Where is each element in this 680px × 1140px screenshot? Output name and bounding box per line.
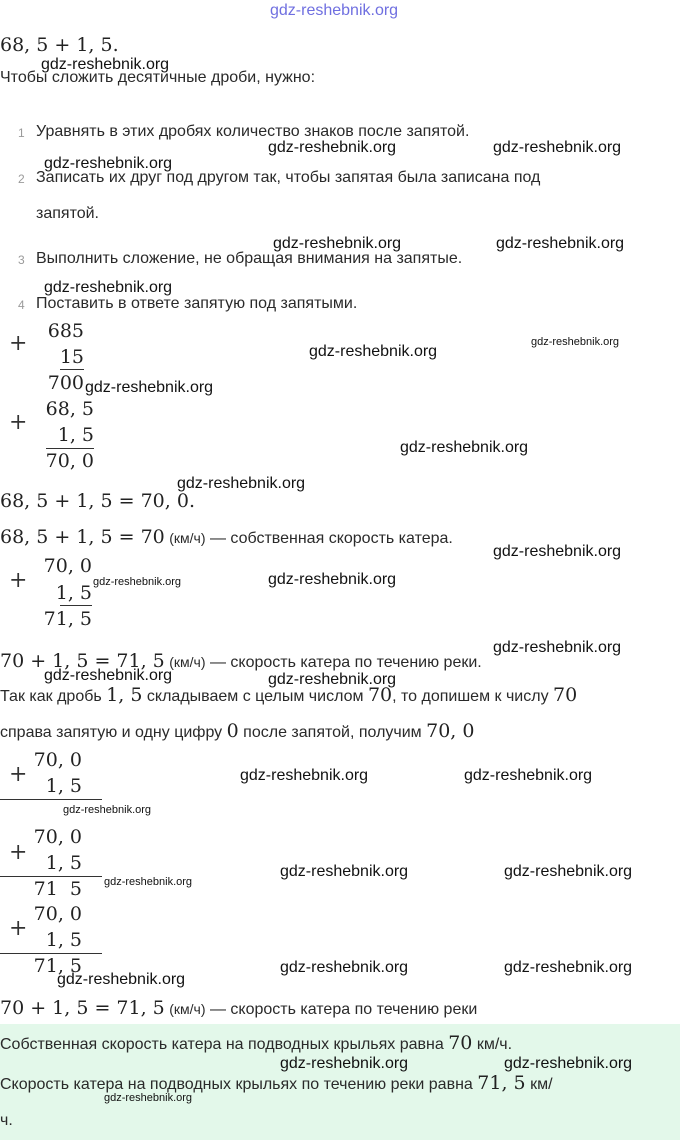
intro-expression: 68, 5 + 1, 5. <box>0 34 119 56</box>
column-addend: 68, 5 <box>45 398 94 420</box>
explanation-math: 0 <box>226 720 239 742</box>
step-text: Уравнять в этих дробях количество знаков после запятой. <box>36 123 470 140</box>
column-addend: 70, 0 <box>33 903 82 925</box>
equation: 68, 5 + 1, 5 = 70, 0. <box>0 490 195 512</box>
watermark: gdz-reshebnik.org <box>493 639 622 656</box>
plus-sign: + <box>9 762 28 787</box>
column-addend: 15 <box>59 346 84 368</box>
explanation-math: 70, 0 <box>426 720 475 742</box>
watermark: gdz-reshebnik.org <box>280 959 409 976</box>
step-number: 1 <box>18 126 25 140</box>
answer-number: 70 <box>448 1032 473 1054</box>
step-text: Выполнить сложение, не обращая внимания на запятые. <box>36 250 463 267</box>
step-text: Записать их друг под другом так, чтобы запятая была записана под <box>36 169 541 186</box>
column-addend: 70, 0 <box>43 555 92 577</box>
explanation-line <box>0 720 474 742</box>
explanation-math: 1, 5 <box>106 684 143 706</box>
equation-unit: (км/ч) <box>169 1001 206 1017</box>
watermark: gdz-reshebnik.org <box>104 876 193 888</box>
equation-text: — скорость катера по течению реки. <box>209 654 482 671</box>
watermark: gdz-reshebnik.org <box>504 1055 633 1072</box>
column-result: 71, 5 <box>43 608 92 630</box>
column-rule <box>60 369 84 370</box>
answer-unit: км/ <box>530 1076 553 1093</box>
watermark: gdz-reshebnik.org <box>44 667 173 684</box>
equation-text: — скорость катера по течению реки <box>209 1001 478 1018</box>
equation-line <box>0 526 453 548</box>
plus-sign: + <box>9 916 28 941</box>
plus-sign: + <box>9 840 28 865</box>
equation-line <box>0 997 477 1019</box>
watermark: gdz-reshebnik.org <box>57 971 186 988</box>
column-rule <box>0 953 102 954</box>
column-addend: 70, 0 <box>33 749 82 771</box>
watermark: gdz-reshebnik.org <box>44 155 173 172</box>
answer-text: Собственная скорость катера на подводных крыльях равна <box>0 1036 444 1053</box>
explanation-text: после запятой, получим <box>243 724 422 741</box>
column-result: 700 <box>47 372 84 394</box>
column-addend: 70, 0 <box>33 826 82 848</box>
answer-line <box>0 1072 553 1094</box>
column-result: 71 5 <box>33 878 82 900</box>
equation-math: 70 + 1, 5 = 71, 5 <box>0 997 165 1019</box>
explanation-math: 70 <box>367 684 393 706</box>
answer-line: ч. <box>0 1112 13 1129</box>
watermark: gdz-reshebnik.org <box>268 671 397 688</box>
watermark: gdz-reshebnik.org <box>41 56 170 73</box>
watermark: gdz-reshebnik.org <box>493 139 622 156</box>
explanation-text: справа запятую и одну цифру <box>0 724 223 741</box>
answer-text: Скорость катера на подводных крыльях по течению реки равна <box>0 1076 473 1093</box>
watermark: gdz-reshebnik.org <box>504 959 633 976</box>
watermark: gdz-reshebnik.org <box>280 1055 409 1072</box>
column-addend: 1, 5 <box>45 775 82 797</box>
plus-sign: + <box>9 568 28 593</box>
column-addend: 1, 5 <box>45 852 82 874</box>
step-number: 4 <box>18 298 25 312</box>
watermark: gdz-reshebnik.org <box>280 863 409 880</box>
watermark: gdz-reshebnik.org <box>531 336 620 348</box>
watermark: gdz-reshebnik.org <box>273 235 402 252</box>
watermark: gdz-reshebnik.org <box>504 863 633 880</box>
watermark: gdz-reshebnik.org <box>400 439 529 456</box>
watermark: gdz-reshebnik.org <box>63 804 152 816</box>
top-watermark: gdz-reshebnik.org <box>270 2 399 19</box>
equation-text: — собственная скорость катера. <box>209 530 453 547</box>
watermark: gdz-reshebnik.org <box>85 379 214 396</box>
answer-unit: км/ч. <box>476 1036 513 1053</box>
step-number: 2 <box>18 172 25 186</box>
watermark: gdz-reshebnik.org <box>240 767 369 784</box>
watermark: gdz-reshebnik.org <box>493 543 622 560</box>
column-addend: 1, 5 <box>55 582 92 604</box>
watermark: gdz-reshebnik.org <box>104 1092 193 1104</box>
column-rule <box>0 876 102 877</box>
explanation-text: , то допишем к числу <box>392 688 549 705</box>
step-text: запятой. <box>36 205 99 222</box>
watermark: gdz-reshebnik.org <box>268 571 397 588</box>
explanation-text: Так как дробь <box>0 688 102 705</box>
rule-title: Чтобы сложить десятичные дроби, нужно: <box>0 69 316 86</box>
equation-math: 70 + 1, 5 = 71, 5 <box>0 650 165 672</box>
watermark: gdz-reshebnik.org <box>464 767 593 784</box>
column-rule <box>60 605 92 606</box>
watermark: gdz-reshebnik.org <box>93 576 182 588</box>
plus-sign: + <box>9 410 28 435</box>
plus-sign: + <box>9 331 28 356</box>
equation-unit: (км/ч) <box>169 654 206 670</box>
column-rule <box>46 448 94 449</box>
watermark: gdz-reshebnik.org <box>268 139 397 156</box>
watermark: gdz-reshebnik.org <box>309 343 438 360</box>
answer-line <box>0 1032 512 1054</box>
column-rule <box>0 799 102 800</box>
explanation-math: 70 <box>553 684 578 706</box>
answer-number: 71, 5 <box>477 1072 526 1094</box>
column-addend: 685 <box>47 320 84 342</box>
watermark: gdz-reshebnik.org <box>496 235 625 252</box>
watermark: gdz-reshebnik.org <box>177 475 306 492</box>
step-text: Поставить в ответе запятую под запятыми. <box>36 295 358 312</box>
column-addend: 1, 5 <box>57 424 94 446</box>
column-result: 71, 5 <box>33 955 82 977</box>
column-result: 70, 0 <box>45 450 94 472</box>
explanation-text: складываем с целым числом <box>146 688 364 705</box>
step-number: 3 <box>18 253 25 267</box>
equation-unit: (км/ч) <box>169 530 206 546</box>
equation-math: 68, 5 + 1, 5 = 70 <box>0 526 165 548</box>
watermark: gdz-reshebnik.org <box>44 279 173 296</box>
column-addend: 1, 5 <box>45 929 82 951</box>
